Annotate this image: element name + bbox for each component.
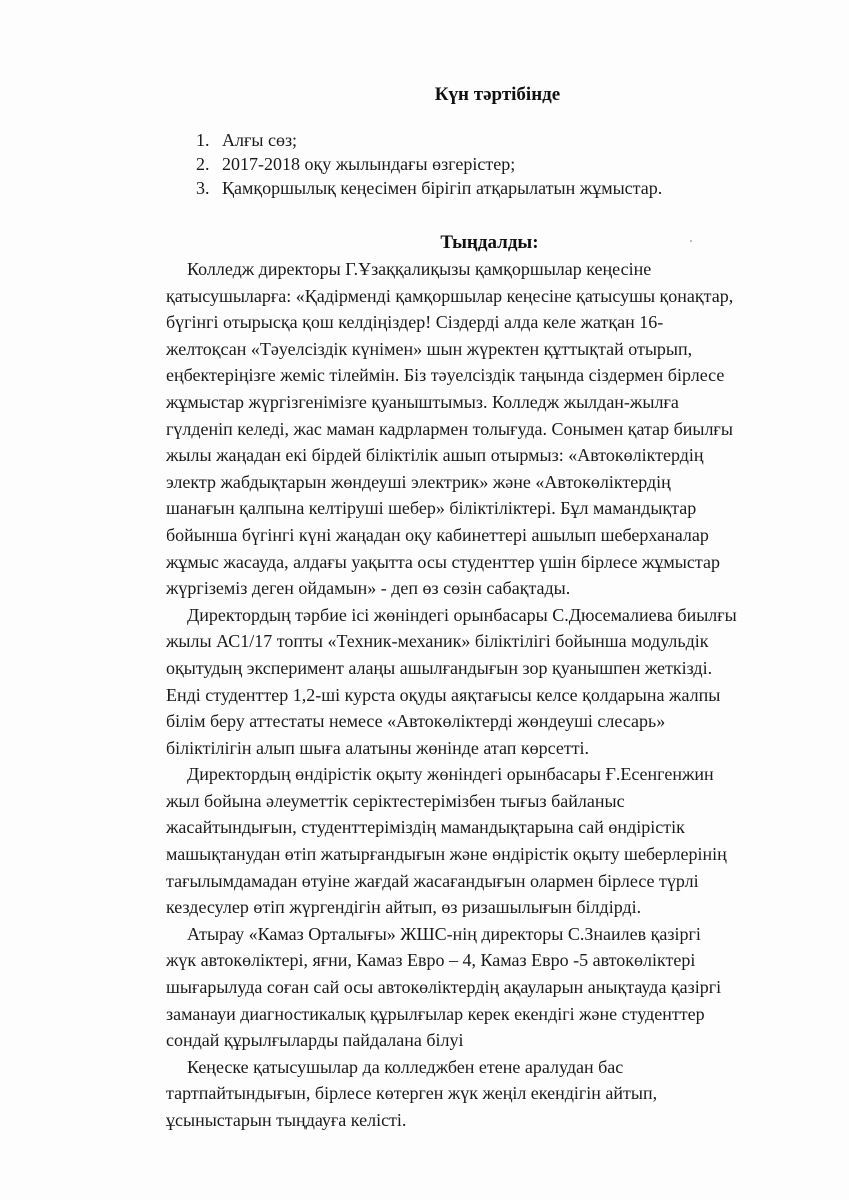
agenda-item-number: 1. [196, 130, 210, 150]
text-line: Кеңеске қатысушылар да колледжбен етене аралудан бас [187, 1056, 624, 1077]
text-line: Колледж директоры Г.Ұзаққалиқызы қамқоршылар кеңесіне [187, 259, 652, 279]
text-line: Атырау «Камаз Орталығы» ЖШС-нің директоры С.Знаилев қазіргі [187, 923, 701, 944]
agenda-item-text: Алғы сөз; [222, 130, 298, 150]
text-line: Директордың өндірістік оқыту жөніндегі орынбасары Ғ.Есенгенжин [187, 764, 714, 785]
text-line: жүк автокөліктері, яғни, Камаз Евро – 4, Камаз Евро -5 автокөліктері [166, 950, 696, 971]
text-line: сондай құрылғыларды пайдалана білуі [166, 1030, 464, 1051]
text-line: Директордың тәрбие ісі жөніндегі орынбасары С.Дюсемалиева биылғы [187, 604, 737, 625]
section-heading: Тыңдалды: [440, 232, 539, 253]
text-line: Енді студенттер 1,2-ші курста оқуды аяқтағысы келсе қолдарына жалпы [166, 684, 721, 705]
agenda-item [196, 128, 662, 152]
agenda-item [196, 152, 662, 176]
text-line: тартпайтындығын, бірлесе көтерген жүк жеңіл екендігін айтып, [166, 1083, 658, 1104]
text-line: машықтанудан өтіп жатырғандығын және өндірістік оқыту шеберлерінің [166, 844, 727, 865]
text-line: қатысушыларға: «Қадірменді қамқоршылар кеңесіне қатысушы қонақтар, [166, 285, 734, 306]
text-line: заманауи диагностикалық құрылғылар керек екендігі және студенттер [166, 1003, 705, 1024]
paragraph-deputy-industrial [166, 761, 806, 921]
text-line: кездесулер өтіп жүргендігін айтып, өз ризашылығын білдірді. [166, 897, 642, 918]
text-line: жүргіземіз деген ойдамын» - деп өз сөзін сабақтады. [166, 578, 571, 599]
agenda-item-number: 2. [196, 154, 210, 174]
text-line: шанағын қалпына келтіруші шебер» біліктіліктері. Бұл мамандықтар [166, 498, 697, 519]
paragraph-kamaz-director [166, 921, 806, 1054]
text-line: біліктілігін алып шыға алатыны жөнінде атап көрсетті. [166, 737, 590, 758]
text-line: еңбектеріңізге жеміс тілеймін. Біз тәуелсіздік таңында сіздермен бірлесе [166, 365, 725, 386]
paragraph-director-speech [166, 256, 806, 602]
agenda-item-text: 2017-2018 оқу жылындағы өзгерістер; [222, 154, 516, 174]
text-line: білім беру аттестаты немесе «Автокөліктерді жөндеуші слесарь» [166, 711, 666, 732]
agenda-list [196, 128, 662, 200]
text-line: гүлденіп келеді, жас маман кадрлармен толығуда. Сонымен қатар биылғы [166, 418, 733, 439]
agenda-item-number: 3. [196, 178, 210, 198]
document-title: Күн тәртібінде [434, 84, 561, 105]
text-line: бойынша бүгінгі күні жаңадан оқу кабинеттері ашылып шеберханалар [166, 524, 709, 545]
text-line: шығарылуда соған сай осы автокөліктердің ақауларын анықтауда қазіргі [166, 977, 722, 998]
text-line: бүгінгі отырысқа қош келдіңіздер! Сіздерді алда келе жатқан 16- [166, 312, 664, 333]
text-line: ұсыныстарын тыңдауға келісті. [166, 1110, 407, 1130]
text-line: жұмыс жасауда, алдағы уақытта осы студенттер үшін бірлесе жұмыстар [166, 551, 720, 572]
text-line: электр жабдықтарын жөндеуші электрик» және «Автокөліктердің [166, 471, 671, 492]
text-line: жылы жаңадан екі бірдей біліктілік ашып отырмыз: «Автокөліктердің [166, 445, 704, 466]
paragraph-deputy-education [166, 602, 806, 762]
agenda-item-text: Қамқоршылық кеңесімен бірігіп атқарылатын жұмыстар. [222, 178, 663, 198]
minutes-body [166, 256, 806, 1134]
text-line: жұмыстар жүргізгенімізге қуаныштымыз. Колледж жылдан-жылға [166, 391, 679, 412]
paragraph-participants [166, 1054, 806, 1134]
agenda-item [196, 176, 662, 200]
text-line: жылы АС1/17 топты «Техник-механик» біліктілігі бойынша модульдік [166, 631, 709, 652]
text-line: желтоқсан «Тәуелсіздік күнімен» шын жүректен құттықтай отырып, [166, 338, 693, 359]
text-line: жасайтындығын, студенттеріміздің мамандықтарына сай өндірістік [166, 817, 685, 838]
text-line: тағылымдамадан өтуіне жағдай жасағандығын олармен бірлесе түрлі [166, 870, 699, 891]
text-line: жыл бойына әлеуметтік серіктестерімізбен тығыз байланыс [166, 790, 625, 811]
text-line: оқытудың эксперимент алаңы ашылғандығын зор қуанышпен жеткізді. [166, 657, 713, 678]
scan-speck [690, 240, 692, 242]
